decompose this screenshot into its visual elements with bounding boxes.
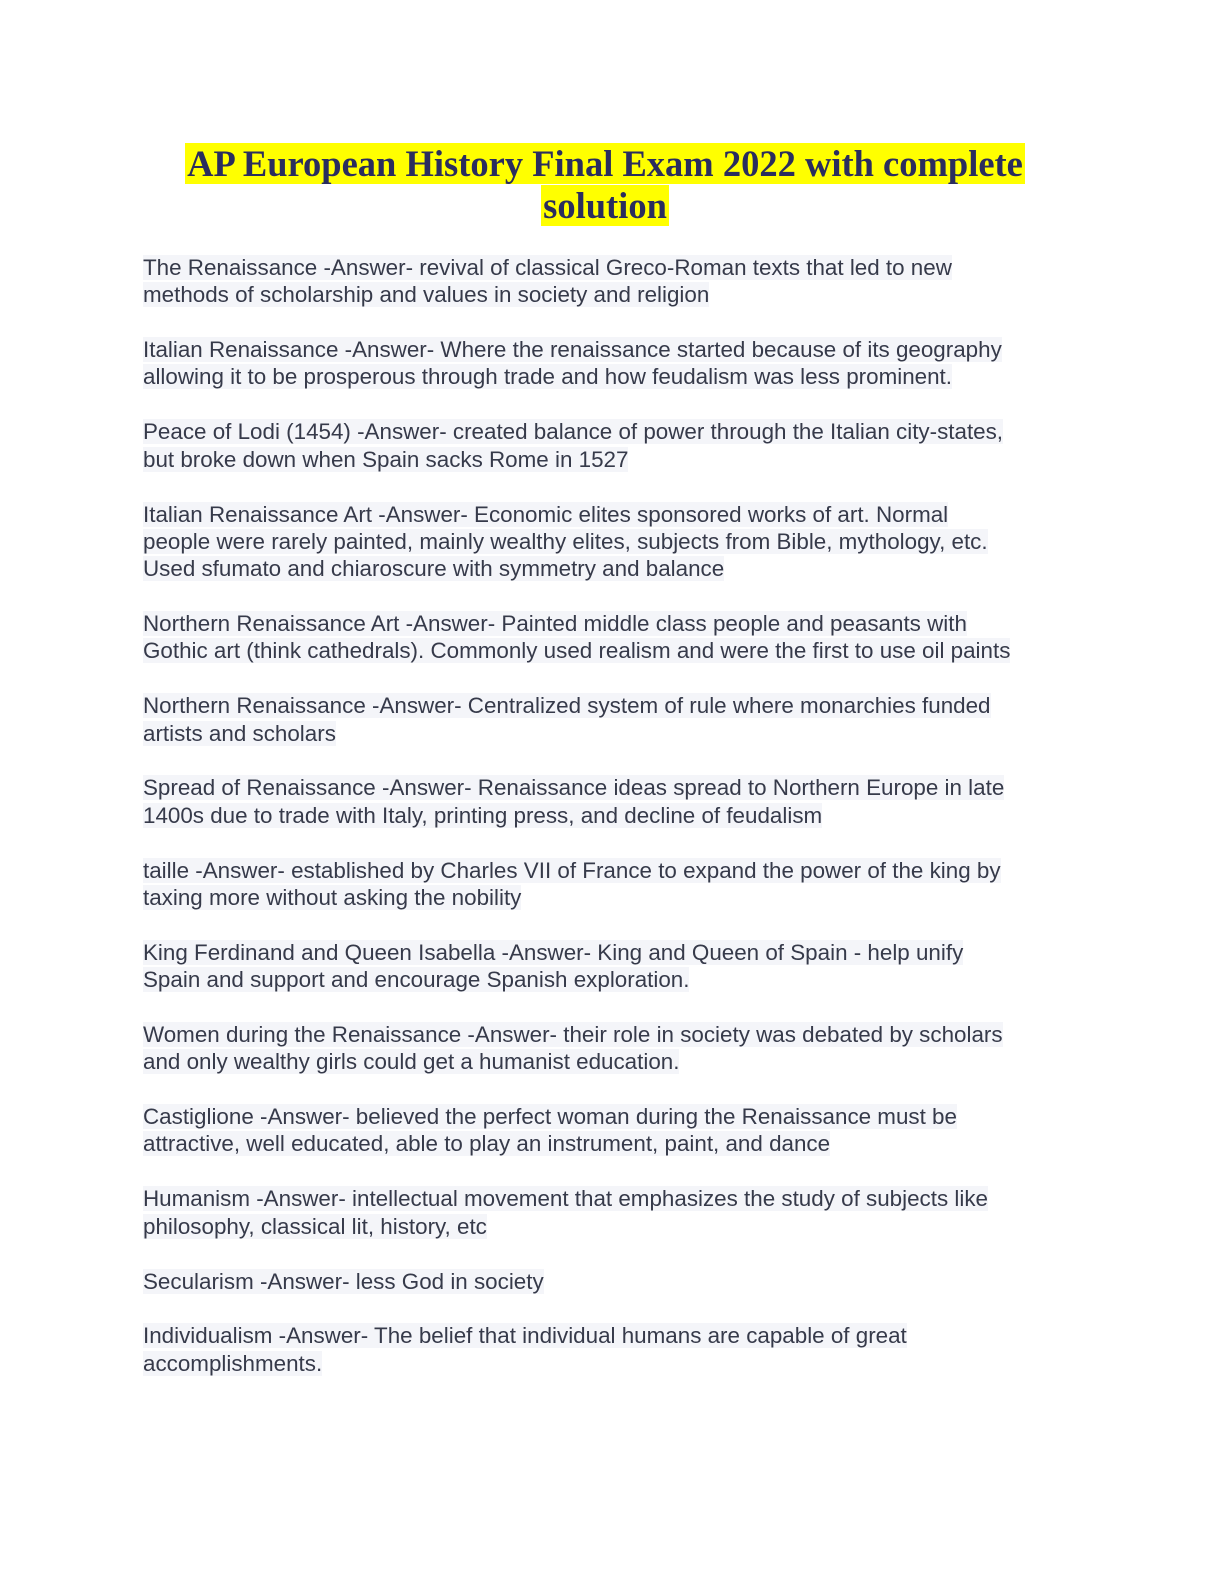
qa-line (143, 720, 1143, 747)
qa-item (143, 1185, 1143, 1240)
qa-line-text: people were rarely painted, mainly wealthy elites, subjects from Bible, mythology, etc. (143, 528, 988, 554)
qa-item (143, 336, 1143, 391)
qa-line-text: artists and scholars (143, 720, 336, 746)
qa-line-text: allowing it to be prosperous through trade and how feudalism was less prominent. (143, 364, 953, 390)
qa-line (143, 528, 1143, 555)
qa-line-text: Italian Renaissance Art -Answer- Economic elites sponsored works of art. Normal (143, 501, 949, 527)
qa-line (143, 1021, 1143, 1048)
qa-line (143, 1268, 1143, 1295)
title-line: solution (543, 185, 667, 226)
qa-line-text: Spain and support and encourage Spanish exploration. (143, 967, 690, 993)
qa-line-text: attractive, well educated, able to play an instrument, paint, and dance (143, 1131, 831, 1157)
qa-line-text: taille -Answer- established by Charles VII of France to expand the power of the king by (143, 857, 1001, 883)
qa-line (143, 774, 1143, 801)
qa-line-text: taxing more without asking the nobility (143, 884, 522, 910)
qa-line-text: Northern Renaissance -Answer- Centralized system of rule where monarchies funded (143, 693, 991, 719)
qa-line-text: Gothic art (think cathedrals). Commonly used realism and were the first to use oil paints (143, 638, 1011, 664)
qa-line-text: 1400s due to trade with Italy, printing press, and decline of feudalism (143, 802, 823, 828)
qa-line-text: Peace of Lodi (1454) -Answer- created balance of power through the Italian city-states, (143, 419, 1004, 445)
qa-item (143, 1322, 1143, 1377)
qa-line (143, 1130, 1143, 1157)
qa-line-text: The Renaissance -Answer- revival of classical Greco-Roman texts that led to new (143, 255, 952, 280)
qa-line (143, 1048, 1143, 1075)
qa-line-text: Used sfumato and chiaroscure with symmetry and balance (143, 556, 725, 582)
qa-item (143, 501, 1143, 583)
qa-line (143, 939, 1143, 966)
qa-line-text: but broke down when Spain sacks Rome in 1527 (143, 446, 629, 472)
qa-line-text: methods of scholarship and values in society and religion (143, 282, 710, 308)
qa-item (143, 254, 1143, 309)
qa-line (143, 1103, 1143, 1130)
qa-item (143, 774, 1143, 829)
qa-line-text: Castiglione -Answer- believed the perfect woman during the Renaissance must be (143, 1104, 957, 1130)
qa-line (143, 281, 1143, 308)
qa-line-text: Spread of Renaissance -Answer- Renaissance ideas spread to Northern Europe in late (143, 775, 1005, 801)
qa-line-text: Northern Renaissance Art -Answer- Painted middle class people and peasants with (143, 611, 967, 637)
qa-line (143, 1213, 1143, 1240)
qa-item (143, 1268, 1143, 1295)
qa-list (143, 254, 1143, 1405)
qa-line-text: accomplishments. (143, 1350, 323, 1376)
qa-item (143, 1021, 1143, 1076)
qa-line-text: philosophy, classical lit, history, etc (143, 1213, 487, 1239)
qa-item (143, 939, 1143, 994)
qa-line-text: Italian Renaissance -Answer- Where the renaissance started because of its geography (143, 337, 1002, 363)
qa-item (143, 692, 1143, 747)
qa-line (143, 363, 1143, 390)
qa-line-text: King Ferdinand and Queen Isabella -Answer- King and Queen of Spain - help unify (143, 939, 964, 965)
title-line: AP European History Final Exam 2022 with complete (187, 143, 1023, 184)
qa-item (143, 610, 1143, 665)
qa-item (143, 418, 1143, 473)
qa-line (143, 637, 1143, 664)
qa-line-text: Humanism -Answer- intellectual movement that emphasizes the study of subjects like (143, 1186, 988, 1212)
qa-line (143, 966, 1143, 993)
qa-line (143, 446, 1143, 473)
qa-line (143, 884, 1143, 911)
qa-line (143, 254, 1143, 281)
qa-line (143, 1322, 1143, 1349)
qa-line (143, 418, 1143, 445)
qa-line (143, 1350, 1143, 1377)
qa-item (143, 1103, 1143, 1158)
qa-line (143, 802, 1143, 829)
qa-line (143, 555, 1143, 582)
qa-line (143, 501, 1143, 528)
qa-line-text: Women during the Renaissance -Answer- their role in society was debated by scholars (143, 1021, 1003, 1047)
qa-item (143, 857, 1143, 912)
document-title (0, 143, 1210, 227)
qa-line (143, 857, 1143, 884)
qa-line-text: Individualism -Answer- The belief that individual humans are capable of great (143, 1323, 907, 1349)
qa-line (143, 1185, 1143, 1212)
qa-line-text: Secularism -Answer- less God in society (143, 1268, 544, 1294)
qa-line (143, 610, 1143, 637)
qa-line (143, 692, 1143, 719)
qa-line (143, 336, 1143, 363)
qa-line-text: and only wealthy girls could get a humanist education. (143, 1049, 680, 1075)
